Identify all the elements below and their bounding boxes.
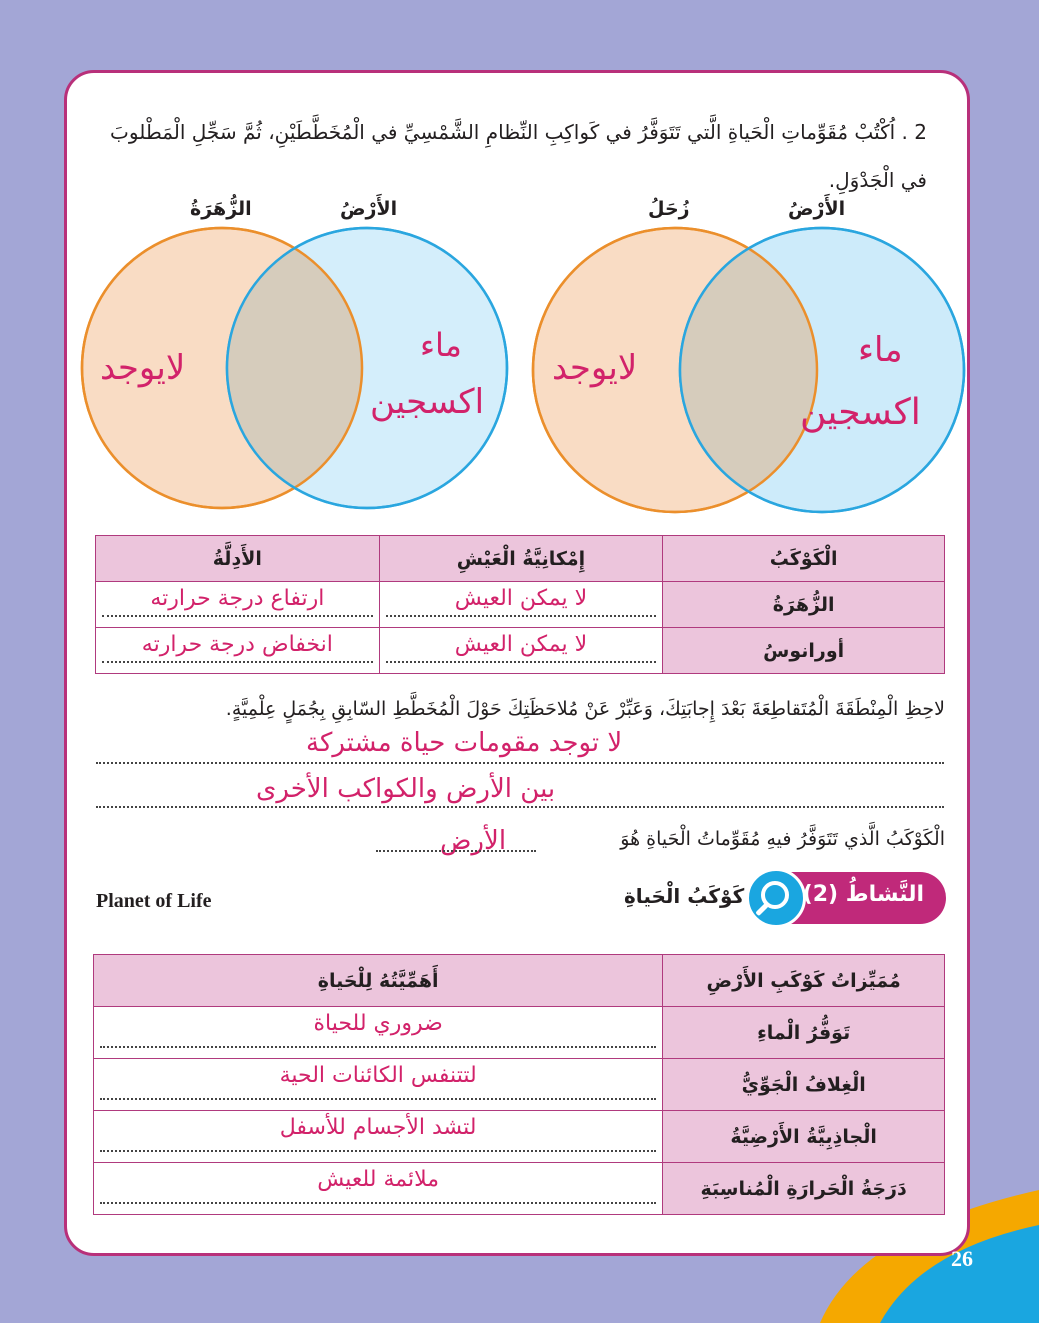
answer-line-2 <box>96 806 944 808</box>
row2-possibility <box>379 628 663 674</box>
feature-row-2-hand: لتتنفس الكائنات الحية <box>279 1063 477 1088</box>
row2-possibility-dots <box>386 661 657 663</box>
row1-evidence-dots <box>102 615 373 617</box>
observe-prompt: لاحِظِ الْمِنْطَقَةَ الْمُتَقاطِعَةَ بَعْدَ إِجابَتِكَ، وَعَبِّرْ عَنْ مُلاحَظَتِكَ حَوْلَ الْمُخَطَّطِ السّابِقِ بِجُمَلٍ عِلْمِيَّةٍ. <box>225 698 945 720</box>
feature-row-1-label: تَوَفُّرُ الْماءِ <box>663 1007 945 1059</box>
row1-planet: الزُّهَرَةُ <box>663 582 945 628</box>
venn-right-label-earth: الأَرْضُ <box>788 198 846 220</box>
venn-right-hand-saturn: لايوجد <box>552 348 638 388</box>
row2-planet: أورانوسُ <box>663 628 945 674</box>
observe-hand-1: لا توجد مقومات حياة مشتركة <box>306 728 623 758</box>
venn-right-hand-earth-1: ماء <box>858 330 903 370</box>
feature-row-3-dots <box>100 1150 656 1152</box>
row1-possibility <box>379 582 663 628</box>
header-importance: أَهَمِّيَّتُهُ لِلْحَياةِ <box>94 955 663 1007</box>
activity-badge <box>750 872 946 924</box>
feature-row-3-label: الْجاذِبِيَّةُ الأَرْضِيَّةُ <box>663 1111 945 1163</box>
venn-left-hand-earth-2: اكسجين <box>370 382 485 422</box>
row2-evidence-hand: انخفاض درجة حرارته <box>141 632 333 657</box>
planet-answer-hand: الأرض <box>440 826 507 856</box>
answer-line-1 <box>96 762 944 764</box>
feature-row-1-dots <box>100 1046 656 1048</box>
feature-row-2-dots <box>100 1098 656 1100</box>
magnifier-icon <box>746 868 806 928</box>
feature-row-1-importance <box>94 1007 663 1059</box>
row2-evidence-dots <box>102 661 373 663</box>
row1-possibility-hand: لا يمكن العيش <box>454 586 588 611</box>
feature-row-2-label: الْغِلافُ الْجَوِّيُّ <box>663 1059 945 1111</box>
venn-left-hand-venus: لايوجد <box>100 348 186 388</box>
venn-left-label-venus: الزُّهَرَةُ <box>190 198 252 220</box>
feature-row-1-hand: ضروري للحياة <box>313 1011 443 1036</box>
header-planet: الْكَوْكَبُ <box>663 536 945 582</box>
venn-right-hand-earth-2: اكسجين <box>800 392 921 433</box>
feature-row-4-label: دَرَجَةُ الْحَرارَةِ الْمُناسِبَةِ <box>663 1163 945 1215</box>
feature-row-2-importance <box>94 1059 663 1111</box>
row1-evidence-hand: ارتفاع درجة حرارته <box>150 586 325 611</box>
venn-left-label-earth: الأَرْضُ <box>340 198 398 220</box>
row2-evidence <box>96 628 380 674</box>
earth-features-table <box>93 954 945 1215</box>
feature-row-4-importance <box>94 1163 663 1215</box>
row2-possibility-hand: لا يمكن العيش <box>454 632 588 657</box>
activity-title-english: Planet of Life <box>96 890 212 912</box>
habitability-table <box>95 535 945 674</box>
feature-row-3-hand: لتشد الأجسام للأسفل <box>279 1115 477 1140</box>
feature-row-3-importance <box>94 1111 663 1163</box>
instruction-text: 2 . اُكْتُبْ مُقَوِّماتِ الْحَياةِ الَّتي تَتَوَفَّرُ في كَواكِبِ النِّظامِ الشَّمْسِيِّ في الْمُخَطَّطَيْنِ، ثُمَّ سَجِّلِ الْمَطْلوبَ في الْجَدْوَلِ. <box>110 120 927 192</box>
feature-row-4-hand: ملائمة للعيش <box>317 1167 440 1192</box>
activity-title-arabic: كَوْكَبُ الْحَياةِ <box>624 884 745 908</box>
activity-badge-label: النَّشاطُ (2) <box>802 882 924 907</box>
venn-left-hand-earth-1: ماء <box>420 326 462 364</box>
page-number: 26 <box>951 1246 973 1271</box>
venn-right-label-saturn: زُحَلُ <box>648 198 690 220</box>
header-feature: مُمَيِّزاتُ كَوْكَبِ الأَرْضِ <box>663 955 945 1007</box>
header-evidence: الأَدِلَّةُ <box>96 536 380 582</box>
row1-evidence <box>96 582 380 628</box>
feature-row-4-dots <box>100 1202 656 1204</box>
observe-hand-2: بين الأرض والكواكب الأخرى <box>256 774 556 804</box>
planet-question: الْكَوْكَبُ الَّذي تَتَوَفَّرُ فيهِ مُقَوِّماتُ الْحَياةِ هُوَ <box>620 828 945 850</box>
header-possibility: إِمْكانِيَّةُ الْعَيْشِ <box>379 536 663 582</box>
row1-possibility-dots <box>386 615 657 617</box>
planet-answer-line <box>376 850 536 852</box>
